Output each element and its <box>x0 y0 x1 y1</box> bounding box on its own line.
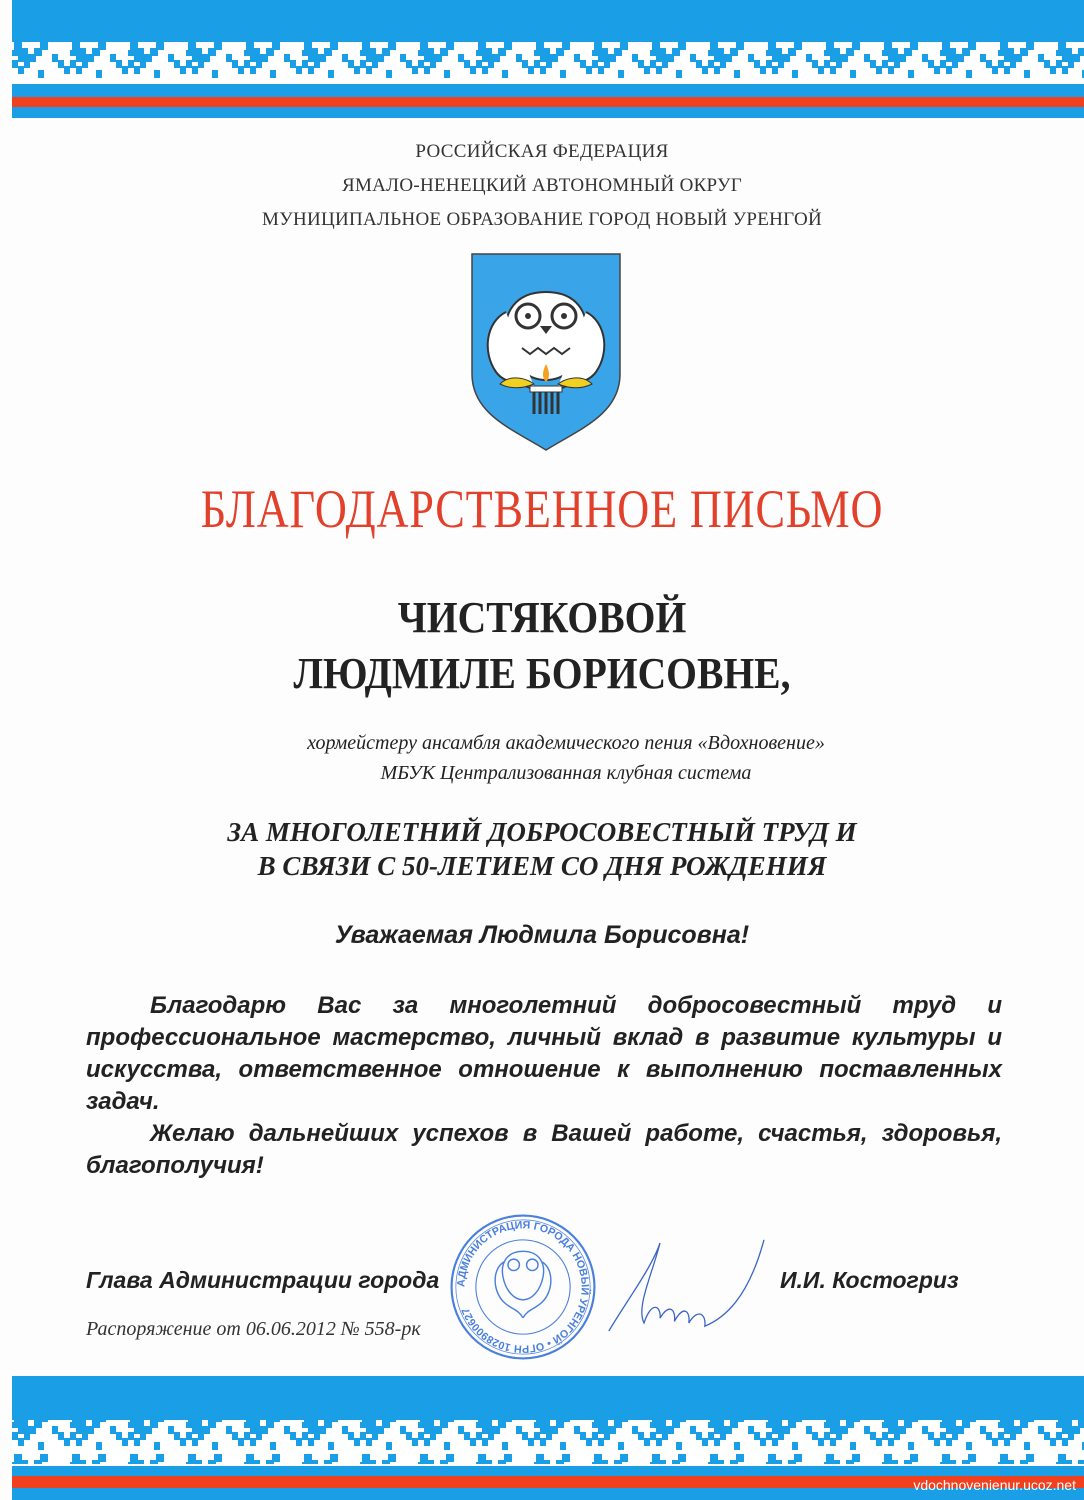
letter-body <box>86 990 1002 1182</box>
position-line-2: МБУК Централизованная клубная система <box>380 762 752 784</box>
recipient-surname: ЧИСТЯКОВОЙ <box>397 593 687 642</box>
header-line-1: РОССИЙСКАЯ ФЕДЕРАЦИЯ <box>415 141 669 162</box>
handwritten-signature <box>604 1222 772 1357</box>
position-line-1: хормейстеру ансамбля академического пения «Вдохновение» <box>307 732 825 754</box>
recipient-given-name: ЛЮДМИЛЕ БОРИСОВНЕ, <box>293 649 791 698</box>
top-ornament-border <box>12 0 1084 120</box>
official-stamp <box>448 1212 598 1367</box>
signatory-role: Глава Администрации города <box>86 1267 440 1293</box>
coat-of-arms-owl-icon <box>470 252 622 457</box>
order-reference: Распоряжение от 06.06.2012 № 558-рк <box>86 1318 421 1340</box>
greeting: Уважаемая Людмила Борисовна! <box>334 921 750 949</box>
body-paragraph-2: Желаю дальнейших успехов в Вашей работе, счастья, здоровья, благополучия! <box>86 1120 1002 1179</box>
stamp-text: АДМИНИСТРАЦИЯ ГОРОДА НОВЫЙ УРЕНГОЙ • ОГРН 1028900627 <box>455 1219 591 1355</box>
body-paragraph-1: Благодарю Вас за многолетний добросовестный труд и профессиональное мастерство, личный вклад в развитие культуры и искусства, ответственное отношение к выполнению поставленных задач. <box>86 992 1002 1115</box>
website-watermark: vdochnovenienur.ucoz.net <box>913 1477 1076 1493</box>
header-line-2: ЯМАЛО-НЕНЕЦКИЙ АВТОНОМНЫЙ ОКРУГ <box>341 175 742 196</box>
reason-line-1: ЗА МНОГОЛЕТНИЙ ДОБРОСОВЕСТНЫЙ ТРУД И <box>227 817 857 847</box>
reason-line-2: В СВЯЗИ С 50-ЛЕТИЕМ СО ДНЯ РОЖДЕНИЯ <box>257 851 827 881</box>
signatory-name: И.И. Костогриз <box>780 1267 959 1293</box>
document-title: БЛАГОДАРСТВЕННОЕ ПИСЬМО <box>200 479 884 539</box>
header-line-3: МУНИЦИПАЛЬНОЕ ОБРАЗОВАНИЕ ГОРОД НОВЫЙ УРЕНГОЙ <box>262 209 822 230</box>
